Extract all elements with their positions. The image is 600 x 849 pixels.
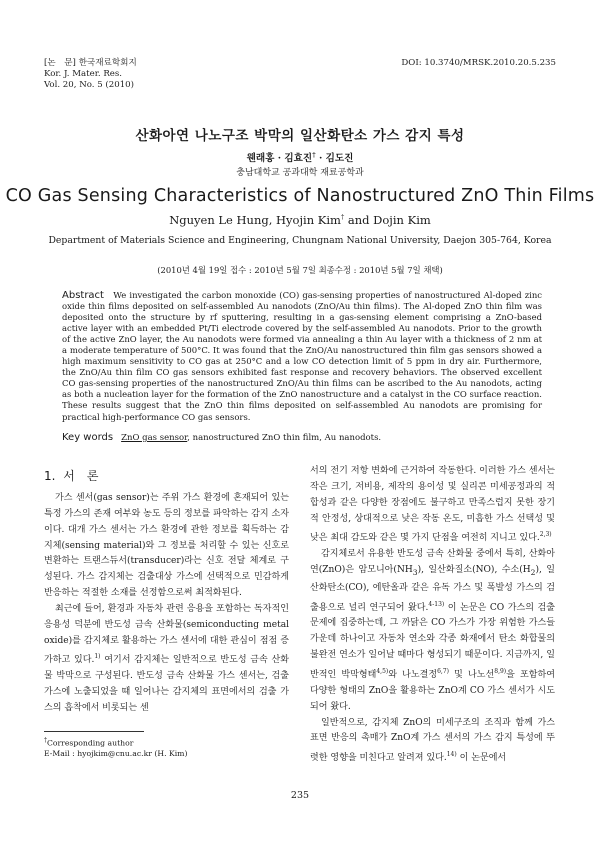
- corresponding-mark: †: [312, 150, 316, 159]
- paragraph: [310, 464, 555, 547]
- footnote: [44, 736, 187, 760]
- body-column-left: [44, 491, 289, 717]
- abstract: [62, 290, 542, 423]
- text-run: ), 일산화탄소(CO), 에탄올과 같은 유독 가스 및 폭발성 가스의 검출용으로 널리 연구되어 왔다.: [310, 565, 555, 613]
- authors-ko-part2: · 김도진: [315, 153, 354, 164]
- subscript: 3: [412, 567, 418, 577]
- citation: 14): [446, 751, 457, 759]
- citation: 1): [94, 653, 101, 661]
- authors-ko-part1: 웬래홍 · 김효진: [246, 153, 313, 164]
- text-run: ), 일산화질소(NO), 수소(H: [417, 565, 531, 576]
- doi: DOI: 10.3740/MRSK.2010.20.5.235: [401, 58, 556, 68]
- text-run: 와 나노결정: [388, 669, 438, 680]
- received-dates: (2010년 4월 19일 접수 : 2010년 5월 7일 최종수정 : 2010년 5월 7일 채택): [157, 265, 443, 275]
- authors-korean: [0, 150, 600, 164]
- footnote-text: Corresponding author: [47, 738, 134, 748]
- abstract-text: We investigated the carbon monoxide (CO) gas-sensing properties of nanostructured Al-doped zinc oxide thin films deposited on self-assembled Au nanodots (ZnO/Au thin films). The Al-doped ZnO thin film was deposited onto the structure by rf sputtering, resulting in a gas-sensing element comprising a ZnO-based active layer with an embedded Pt/Ti electrode covered by the self-assembled Au nanodots. Prior to the growth of the active ZnO layer, the Au nanodots were formed via annealing a thin Au layer with a thickness of 2 nm at a moderate temperature of 500°C. It was found that the ZnO/Au nanostructured thin film gas sensors showed a high maximum sensitivity to CO gas at 250°C and a low CO detection limit of 5 ppm in dry air. Furthermore, the ZnO/Au thin film CO gas sensors exhibited fast response and recovery behaviors. The observed excellent CO gas-sensing properties of the nanostructured ZnO/Au thin films can be ascribed to the Au nanodots, acting as both a nucleation layer for the formation of the ZnO nanostructure and a catalyst in the CO surface reaction. These results suggest that the ZnO thin films deposited on self-assembled Au nanodots are promising for practical high-performance CO gas sensors.: [62, 290, 543, 422]
- text-run: 이 논문은 CO 가스의 검출 문제에 집중하는데, 그 까닭은 CO 가스가 가장 위험한 가스들 가운데 하나이고 자동차 연소와 각종 화재에서 탄소 화합물의 불완전 연소가 일어날 때마다 형성되기 때문이다. 지금까지, 일반적인 박막형태: [310, 602, 556, 680]
- abstract-label: Abstract: [62, 290, 104, 301]
- journal-meta: [44, 58, 137, 91]
- text-run: 서의 전기 저항 변화에 근거하여 작동한다. 이러한 가스 센서는 작은 크기, 저비용, 제작의 용이성 및 실리콘 미세공정과의 적합성과 같은 다양한 장점에도 불구하고 만족스럽지 못한 장기적 안정성, 상대적으로 낮은 작동 온도, 미흡한 가스 선택성 및 낮은 최대 감도와 같은 몇 가지 단점을 여전히 지니고 있다.: [310, 466, 555, 544]
- paragraph: [44, 602, 289, 717]
- citation: 6,7): [437, 667, 449, 675]
- journal-name-ko: [논 문] 한국재료학회지: [44, 58, 137, 68]
- title-korean: 산화아연 나노구조 박막의 일산화탄소 가스 감지 특성: [135, 128, 465, 144]
- footnote-mark: †: [44, 737, 47, 744]
- keywords-label: Key words: [62, 432, 114, 443]
- text-run: 이 논문에서: [456, 753, 507, 764]
- citation: 8,9): [494, 667, 507, 675]
- title-english: CO Gas Sensing Characteristics of Nanostructured ZnO Thin Films: [5, 186, 595, 206]
- page-number: 235: [290, 790, 310, 801]
- journal-volume: Vol. 20, No. 5 (2010): [44, 80, 134, 90]
- keywords: [62, 432, 542, 443]
- affiliation-english: Department of Materials Science and Engineering, Chungnam National University, Daejon 305-764, Korea: [48, 235, 552, 246]
- citation: 2,3): [539, 531, 552, 539]
- authors-en-part2: and Dojin Kim: [344, 213, 431, 227]
- text-run: 및 나노선: [448, 669, 495, 680]
- paragraph: 가스 센서(gas sensor)는 주위 가스 환경에 혼재되어 있는 특정 가스의 존재 여부와 농도 등의 정보를 파악하는 감지 소자이다. 대개 가스 센서는 가스 환경에 관한 정보를 획득하는 감지체(sensing material)와 그 정보를 처리할 수 있는 신호로 변환하는 트랜스듀서(transducer)라는 신호 전달 체계로 구성된다. 가스 감지체는 검출대상 가스에 선택적으로 민감하게 반응하는 적절한 소재를 선정함으로써 최적화된다.: [44, 493, 289, 599]
- paragraph: [310, 716, 555, 768]
- text-run: 감지체로서 유용한 반도성 금속 산화물 중에서 특히, 산화아연(ZnO)은 암모니아(NH: [310, 549, 555, 576]
- text-run: 일반적으로, 감지체 ZnO의 미세구조의 조직과 함께 가스 표면 반응의 촉매가 ZnO계 가스 센서의 가스 감지 특성에 뚜렷한 영향을 미친다고 알려져 있다.: [310, 717, 555, 764]
- keyword-first: ZnO gas sensor: [121, 433, 188, 443]
- authors-en-part1: Nguyen Le Hung, Hyojin Kim: [169, 213, 341, 227]
- paragraph: [310, 547, 555, 715]
- section-heading: 1. 서 론: [44, 469, 99, 483]
- footnote-rule: [44, 731, 144, 732]
- citation: 4-13): [428, 600, 445, 608]
- text-run: 여기서 감지체는 일반적으로 반도성 금속 산화물 박막으로 구성된다. 반도성 금속 산화물 가스 센서는, 검출 가스에 노출되었을 때 일어나는 감지체의 표면에서의 검출 가스의 흡착에서 비롯되는 센: [44, 655, 289, 713]
- corresponding-mark-en: †: [340, 213, 345, 222]
- body-column-right: [310, 464, 555, 767]
- keywords-rest: , nanostructured ZnO thin film, Au nanodots.: [187, 433, 382, 443]
- footnote-email: E-Mail : hyojkim@cnu.ac.kr (H. Kim): [44, 749, 188, 759]
- authors-english: [0, 213, 600, 227]
- text-run: 최근에 들어, 환경과 자동차 관련 응용을 포함하는 독자적인 응용성 덕분에 반도성 금속 산화물(semiconducting metal oxide)를 감지체로 활용하는 가스 센서에 대한 관심이 점점 증가하고 있다.: [44, 603, 289, 666]
- subscript: 2: [530, 567, 536, 577]
- text-run: 을 포함하여 다양한 형태의 ZnO을 활용하는 ZnO계 CO 가스 센서가 시도되어 왔다.: [310, 669, 555, 712]
- journal-name-en: Kor. J. Mater. Res.: [44, 69, 123, 79]
- footnote-line1: [44, 736, 187, 749]
- citation: 4,5): [376, 667, 389, 675]
- affiliation-korean: 충남대학교 공과대학 재료공학과: [236, 168, 364, 178]
